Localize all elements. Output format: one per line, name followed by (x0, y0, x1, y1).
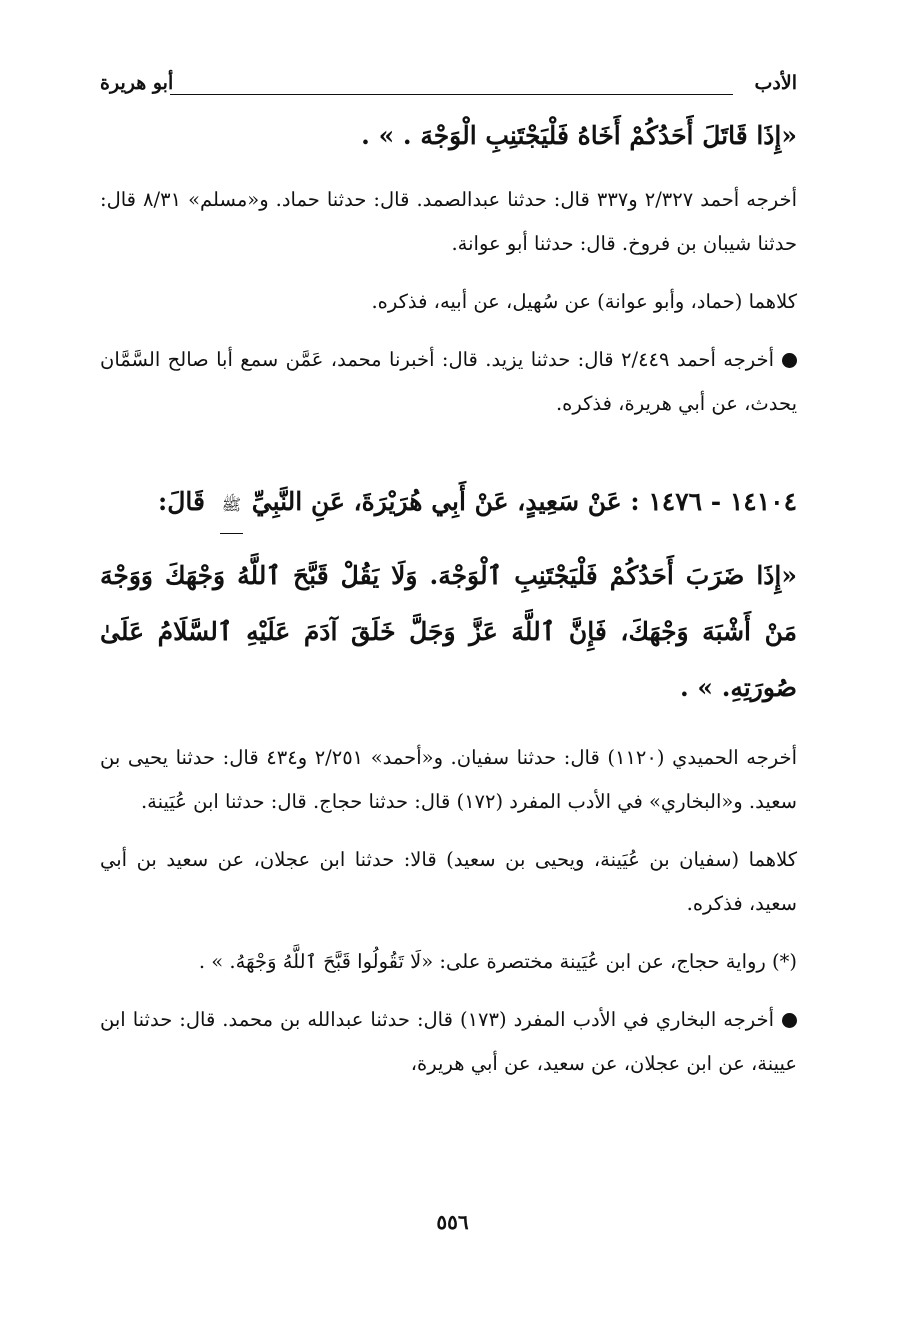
bullet-icon (782, 353, 797, 368)
chapter-title: الأدب (754, 72, 797, 94)
takhrij-note-bulleted (100, 338, 797, 426)
takhrij-note: كلاهما (سفيان بن عُيَينة، ويحيى بن سعيد) قالا: حدثنا ابن عجلان، عن سعيد بن أبي سعيد، فذكره. (100, 848, 797, 915)
salutation-glyph: ﷺ (220, 477, 243, 534)
isnad-text: : عَنْ سَعِيدٍ، عَنْ أَبِي هُرَيْرَةَ، عَنِ النَّبِيِّ (251, 487, 640, 516)
takhrij-note: أخرجه الحميدي (١١٢٠) قال: حدثنا سفيان. و«أحمد» ٢/٢٥١ و٤٣٤ قال: حدثنا يحيى بن سعيد. و«البخاري» في الأدب المفرد (١٧٢) قال: حدثنا حجاج. قال: حدثنا ابن عُيَينة. (100, 746, 797, 813)
book-page (100, 72, 797, 1283)
hadith-text: «إِذَا قَاتَلَ أَحَدُكُمْ أَخَاهُ فَلْيَجْتَنِبِ الْوَجْهَ . » . (361, 121, 797, 150)
takhrij-note-bulleted (100, 998, 797, 1086)
takhrij-note: كلاهما (حماد، وأبو عوانة) عن سُهيل، عن أبيه، فذكره. (371, 290, 797, 313)
takhrij-note: أخرجه أحمد ٢/٣٢٧ و٣٣٧ قال: حدثنا عبدالصمد. قال: حدثنا حماد. و«مسلم» ٨/٣١ قال: حدثنا شيبان بن فروخ. قال: حدثنا أبو عوانة. (100, 188, 797, 255)
hadith-number: ١٤١٠٤ - ١٤٧٦ (648, 487, 797, 516)
takhrij-note-text: أخرجه أحمد ٢/٤٤٩ قال: حدثنا يزيد. قال: أخبرنا محمد، عَمَّن سمع أبا صالح السَّمَّان يحدث، عن أبي هريرة، فذكره. (100, 348, 797, 415)
bullet-icon (782, 1013, 797, 1028)
page-number: ٥٥٦ (436, 1210, 469, 1234)
takhrij-note-text: أخرجه البخاري في الأدب المفرد (١٧٣) قال: حدثنا عبدالله بن محمد. قال: حدثنا ابن عيينة، عن ابن عجلان، عن سعيد، عن أبي هريرة، (100, 1008, 797, 1075)
hadith-text: «إِذَا ضَرَبَ أَحَدُكُمْ فَلْيَجْتَنِبِ ٱلْوَجْهَ. وَلَا يَقُلْ قَبَّحَ ٱللَّهُ وَجْهَكَ وَوَجْهَ مَنْ أَشْبَهَ وَجْهَكَ، فَإِنَّ ٱللَّهَ عَزَّ وَجَلَّ خَلَقَ آدَمَ عَلَيْهِ ٱلسَّلَامُ عَلَىٰ صُورَتِهِ. » . (100, 561, 797, 702)
narrator-name: أبو هريرة (100, 72, 174, 94)
footnote: (*) رواية حجاج، عن ابن عُيَينة مختصرة على: «لَا تَقُولُوا قَبَّحَ ٱللَّهُ وَجْهَهُ. » . (198, 950, 797, 973)
qal-word: قَالَ: (158, 487, 205, 516)
running-header (100, 72, 797, 108)
hadith-isnad (100, 474, 797, 534)
header-rule (170, 94, 733, 95)
